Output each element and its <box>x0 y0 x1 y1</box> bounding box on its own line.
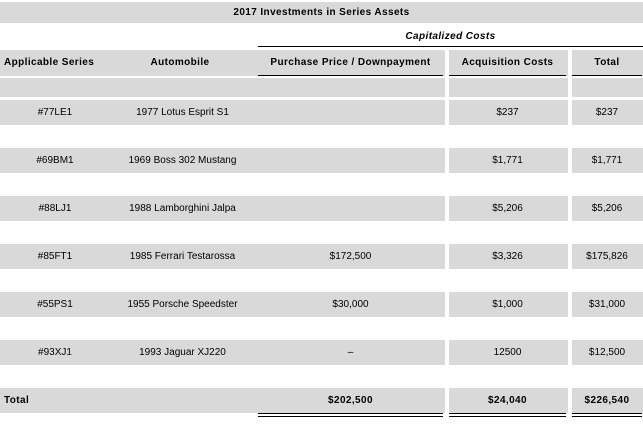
purchase-cell: – <box>347 347 354 358</box>
total-cell: $12,500 <box>588 347 626 358</box>
series-cell: #93XJ1 <box>38 347 72 358</box>
capitalized-underline <box>258 46 643 47</box>
purchase-cell: $172,500 <box>329 251 372 262</box>
automobile-cell: 1977 Lotus Esprit S1 <box>136 107 229 118</box>
table-title: 2017 Investments in Series Assets <box>233 7 410 18</box>
spacer-band <box>0 78 643 97</box>
automobile-cell: 1985 Ferrari Testarossa <box>129 251 236 262</box>
total-cell: $175,826 <box>586 251 628 262</box>
series-cell: #88LJ1 <box>38 203 72 214</box>
acquisition-cell: 12500 <box>493 347 522 358</box>
acquisition-cell: $5,206 <box>492 203 523 214</box>
totals-acquisition: $24,040 <box>488 395 527 406</box>
col-header-total: Total <box>594 57 620 68</box>
total-cell: $237 <box>595 107 619 118</box>
series-cell: #69BM1 <box>36 155 74 166</box>
acquisition-cell: $3,326 <box>492 251 523 262</box>
automobile-cell: 1955 Porsche Speedster <box>127 299 238 310</box>
totals-purchase: $202,500 <box>328 395 373 406</box>
purchase-cell: $30,000 <box>332 299 369 310</box>
totals-label: Total <box>4 395 30 406</box>
automobile-cell: 1969 Boss 302 Mustang <box>128 155 237 166</box>
total-double-underline <box>572 413 642 417</box>
total-cell: $31,000 <box>588 299 626 310</box>
col-header-purchase: Purchase Price / Downpayment <box>270 57 431 68</box>
capitalized-costs-header: Capitalized Costs <box>405 31 496 42</box>
series-cell: #85FT1 <box>37 251 73 262</box>
acquisition-cell: $1,771 <box>492 155 523 166</box>
acquisition-cell: $237 <box>496 107 519 118</box>
col-header-automobile: Automobile <box>150 57 210 68</box>
total-cell: $5,206 <box>591 203 623 214</box>
total-double-underline <box>449 413 566 417</box>
col-header-series: Applicable Series <box>4 57 95 68</box>
automobile-cell: 1988 Lamborghini Jalpa <box>129 203 236 214</box>
total-cell: $1,771 <box>591 155 623 166</box>
series-cell: #55PS1 <box>37 299 73 310</box>
automobile-cell: 1993 Jaguar XJ220 <box>139 347 226 358</box>
header-underline <box>449 75 566 76</box>
header-underline <box>258 75 443 76</box>
header-underline <box>572 75 642 76</box>
total-double-underline <box>258 413 443 417</box>
totals-total: $226,540 <box>584 395 630 406</box>
series-cell: #77LE1 <box>37 107 73 118</box>
acquisition-cell: $1,000 <box>492 299 523 310</box>
col-header-acquisition: Acquisition Costs <box>461 57 554 68</box>
